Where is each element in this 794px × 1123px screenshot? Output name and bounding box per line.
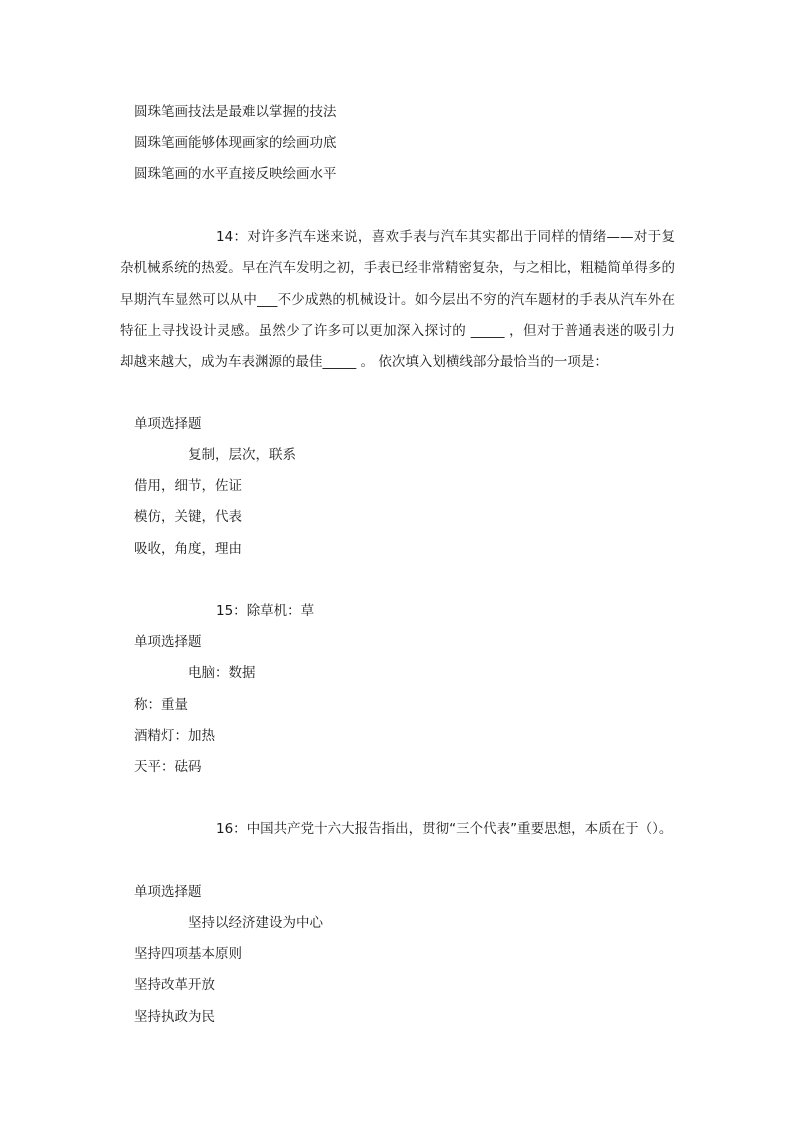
q13-option-a: 圆珠笔画技法是最难以掌握的技法 [134, 104, 337, 120]
q14-question [120, 222, 675, 410]
q14-type: 单项选择题 [134, 416, 202, 432]
q15-text: 除草机：草 [246, 603, 315, 619]
q14-option-a: 复制，层次，联系 [188, 447, 296, 463]
q15-option-d: 天平：砝码 [134, 759, 202, 775]
q16-text: 中国共产党十六大报告指出，贯彻“三个代表”重要思想，本质在于（）。 [246, 821, 673, 837]
q14-number: 14： [216, 229, 248, 245]
q15-option-a: 电脑：数据 [188, 665, 256, 681]
q13-option-c: 圆珠笔画的水平直接反映绘画水平 [134, 166, 337, 182]
q14-option-c: 模仿，关键，代表 [134, 509, 242, 525]
q15-question [216, 601, 314, 621]
q16-option-d: 坚持执政为民 [134, 1009, 215, 1025]
q14-option-d: 吸收，角度，理由 [134, 541, 242, 557]
q16-option-a: 坚持以经济建设为中心 [188, 915, 323, 931]
q16-number: 16： [216, 821, 247, 837]
q16-option-c: 坚持改革开放 [134, 977, 215, 993]
q16-option-b: 坚持四项基本原则 [134, 946, 242, 962]
q15-option-b: 称：重量 [134, 697, 188, 713]
q14-option-b: 借用，细节，佐证 [134, 478, 242, 494]
q16-type: 单项选择题 [134, 884, 202, 900]
q14-text: 对许多汽车迷来说，喜欢手表与汽车其实都出于同样的情绪——对于复杂机械系统的热爱。早在汽车发明之初，手表已经非常精密复杂，与之相比，粗糙简单得多的早期汽车显然可以从中___不少成熟的机械设计。如今层出不穷的汽车题材的手表从汽车外在特征上寻找设计灵感。虽然少了许多可以更加深入探讨的 _____ ，但对于普通表迷的吸引力却越来越大，成为车表渊源的最佳_____ 。 依次填入划横线部分最恰当的一项是： [120, 229, 675, 371]
q15-type: 单项选择题 [134, 634, 202, 650]
q15-option-c: 酒精灯：加热 [134, 728, 215, 744]
q13-option-b: 圆珠笔画能够体现画家的绘画功底 [134, 135, 337, 151]
q16-question [120, 814, 675, 877]
q15-number: 15： [216, 603, 247, 619]
